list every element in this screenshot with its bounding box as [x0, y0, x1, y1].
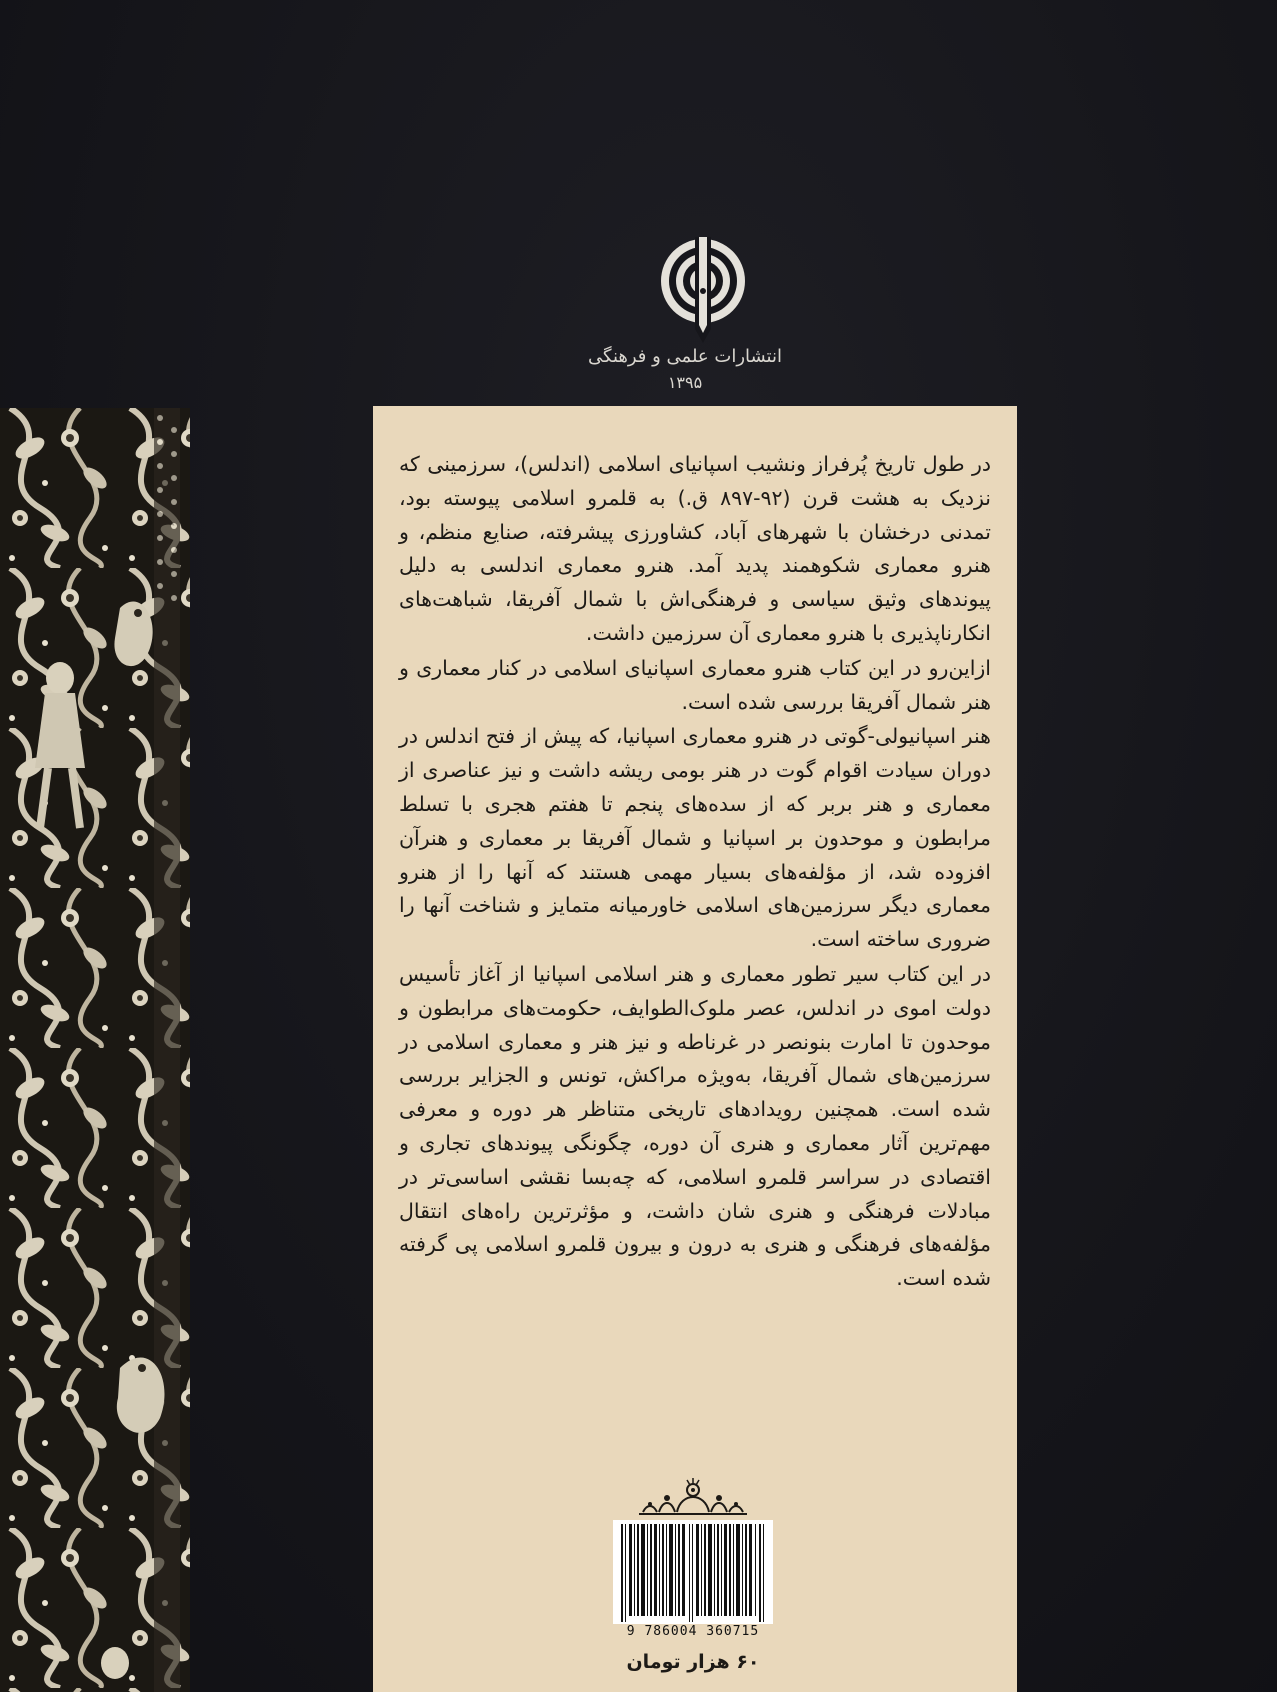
- isbn-barcode-icon: [613, 1520, 773, 1638]
- carved-ivory-ornament-image: [0, 408, 190, 1692]
- price-label: ۶۰ هزار تومان: [626, 1651, 760, 1673]
- isbn-number: 9 786004 360715: [626, 1624, 760, 1639]
- publication-year: ۱۳۹۵: [667, 373, 703, 392]
- description-paragraph-4: در این کتاب سیر تطور معماری و هنر اسلامی اسپانیا از آغاز تأسیس دولت اموی در اندلس، عصر ملوک‌الطوایف، حکومت‌های مرابطون و موحدون تا امارت بنونصر در غرناطه و نیز هنر و معماری اسلامی در سرزمین‌های شمال آفریقا، به‌ویژه مراکش، تونس و الجزایر بررسی شده است. همچنین رویدادهای تاریخی متناظر هر دوره و معرفی مهم‌ترین آثار معماری و هنری آن دوره، چگونگی پیوندهای تجاری و اقتصادی در سراسر قلمرو اسلامی، که چه‌بسا نقشی اساسی‌تر در مبادلات فرهنگی و هنری شان داشت، و مؤثرترین راه‌های انتقال مؤلفه‌های فرهنگی و هنری به درون و بیرون قلمرو اسلامی پی گرفته شده است.: [399, 961, 991, 1291]
- pen-nib-logo-icon: [655, 233, 751, 345]
- description-paragraph-2: ازاین‌رو در این کتاب هنرو معماری اسپانیای اسلامی در کنار معماری و هنر شمال آفریقا بررسی شده است.: [399, 655, 991, 714]
- book-description: [399, 448, 991, 1297]
- publisher-name: انتشارات علمی و فرهنگی: [588, 346, 782, 367]
- description-paragraph-1: در طول تاریخ پُرفراز ونشیب اسپانیای اسلامی (اندلس)، سرزمینی که نزدیک به هشت قرن (۹۲-۸۹۷ ق.) به قلمرو اسلامی پیوسته بود، تمدنی درخشان با شهرهای آباد، کشاورزی پیشرفته، صنایع منظم، و هنرو معماری شکوهمند پدید آمد. هنرو معماری اندلسی به دلیل پیوندهای وثیق سیاسی و فرهنگی‌اش با شمال آفریقا، شباهت‌های انکارناپذیری با هنرو معماری آن سرزمین داشت.: [399, 452, 991, 645]
- description-panel: [373, 406, 1017, 1692]
- description-paragraph-3: هنر اسپانیولی-گوتی در هنرو معماری اسپانیا، که پیش از فتح اندلس در دوران سیادت اقوام گوت در هنر بومی ریشه داشت و نیز عناصری از معماری و هنر بربر که از سده‌های پنجم تا هفتم هجری با تسلط مرابطون و موحدون بر اسپانیا و شمال آفریقا بر معماری و هنرآن افزوده شد، از مؤلفه‌های بسیار مهمی هستند که آنها را از هنرو معماری دیگر سرزمین‌های اسلامی خاورمیانه متمایز و شناخت آنها را ضروری ساخته است.: [399, 724, 991, 952]
- floral-title-ornament-icon: [637, 1476, 749, 1516]
